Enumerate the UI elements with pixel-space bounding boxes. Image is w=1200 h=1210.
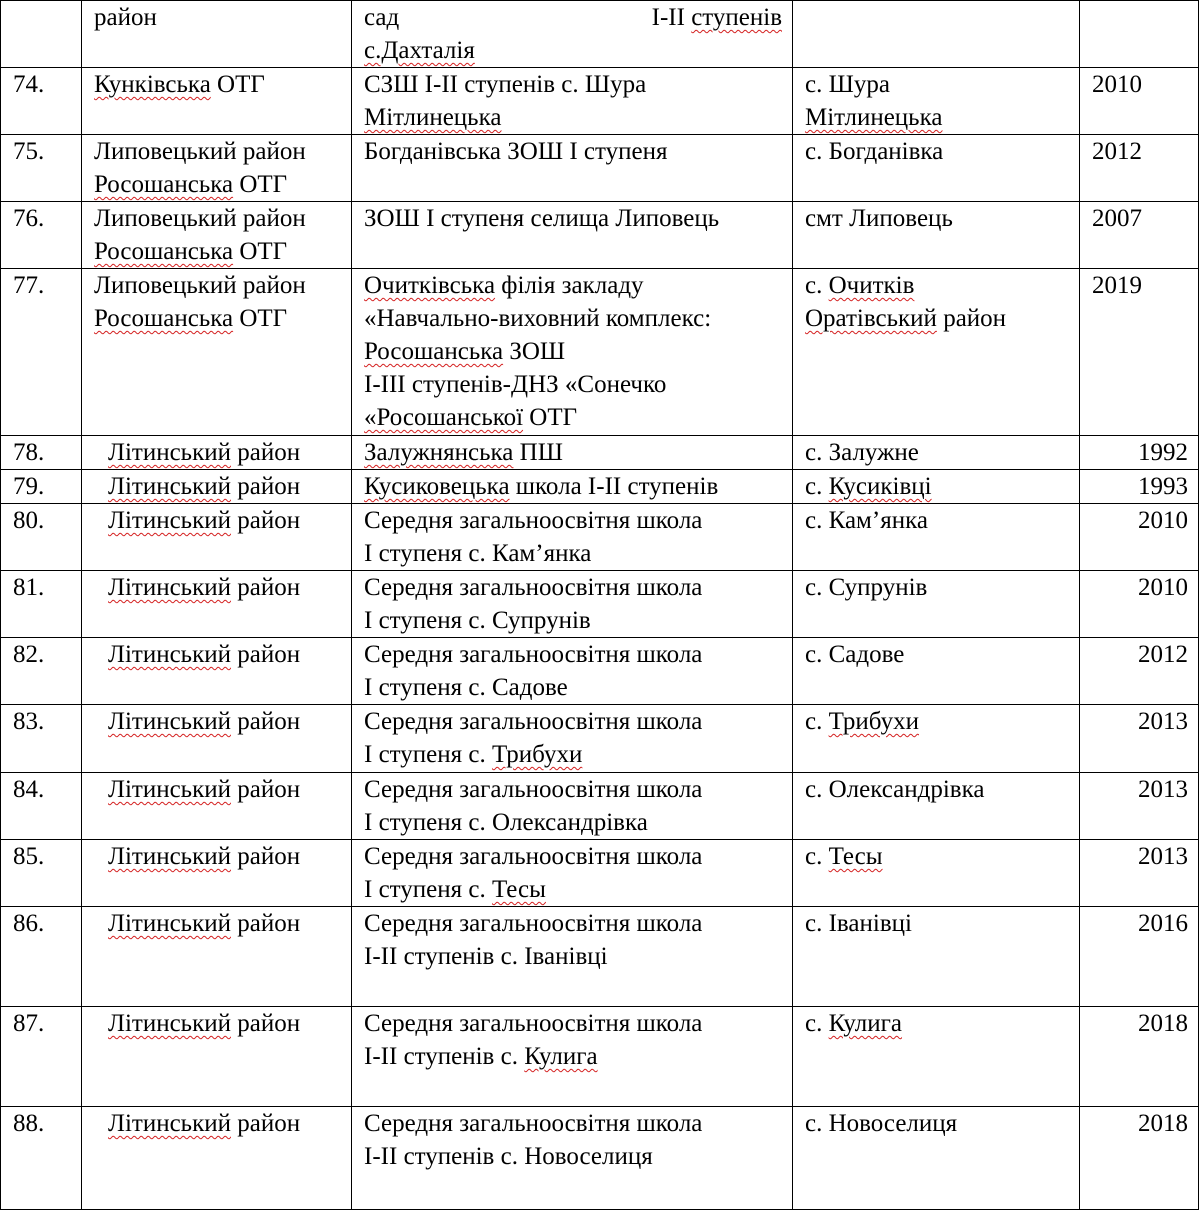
cell-district: [82, 638, 352, 705]
cell-number: 86.: [1, 907, 82, 1007]
district-line: Липовецький район: [94, 272, 306, 299]
table-row: [1, 202, 1199, 269]
table-row: [1, 907, 1199, 1007]
school-line-left: сад: [364, 4, 400, 31]
district-line: Літинський район: [108, 507, 301, 534]
school-line: Мітлинецька: [364, 104, 502, 131]
district-line: Літинський район: [108, 439, 301, 466]
cell-year: 2007: [1080, 202, 1199, 269]
cell-school: [352, 202, 793, 269]
district-line: Липовецький район: [94, 205, 306, 232]
cell-year: 2012: [1080, 638, 1199, 705]
cell-year: 2010: [1080, 571, 1199, 638]
cell-village: [793, 504, 1080, 571]
school-line: І ступеня с. Олександрівка: [364, 809, 648, 836]
village-line: с. Супрунів: [805, 574, 928, 601]
table-row: [1, 571, 1199, 638]
table-row: [1, 68, 1199, 135]
school-line: Росошанська ЗОШ: [364, 338, 566, 365]
cell-district: [82, 705, 352, 773]
school-line: І ступеня с. Садове: [364, 674, 568, 701]
cell-school: [352, 436, 793, 470]
village-line: Оратівський район: [805, 305, 1007, 332]
village-line: с. Новоселиця: [805, 1110, 958, 1137]
cell-year: 2010: [1080, 504, 1199, 571]
cell-year: 2013: [1080, 773, 1199, 840]
cell-school: [352, 135, 793, 202]
school-line: І-ІІ ступенів с. Кулига: [364, 1043, 598, 1070]
table-row: [1, 135, 1199, 202]
cell-village: [793, 773, 1080, 840]
village-line: с. Трибухи: [805, 708, 919, 735]
village-line: с. Шура: [805, 71, 890, 98]
school-line: Середня загальноосвітня школа: [364, 708, 703, 735]
school-line: Середня загальноосвітня школа: [364, 1110, 703, 1137]
table-row: [1, 773, 1199, 840]
cell-year: [1080, 1, 1199, 68]
table-row: [1, 1107, 1199, 1210]
school-line: Кусиковецька школа І-ІІ ступенів: [364, 473, 719, 500]
cell-year: 2018: [1080, 1007, 1199, 1107]
school-line: І ступеня с. Трибухи: [364, 741, 583, 768]
school-line: Середня загальноосвітня школа: [364, 910, 703, 937]
village-line: с. Садове: [805, 641, 905, 668]
cell-school: [352, 504, 793, 571]
cell-number: 78.: [1, 436, 82, 470]
village-line: с. Кусиківці: [805, 473, 932, 500]
school-line: І ступеня с. Кам’янка: [364, 540, 592, 567]
school-line: І ступеня с. Тесы: [364, 876, 546, 903]
cell-school: [352, 638, 793, 705]
school-line: І ступеня с. Супрунів: [364, 607, 591, 634]
cell-number: 82.: [1, 638, 82, 705]
school-line: Богданівська ЗОШ І ступеня: [364, 138, 668, 165]
cell-village: [793, 202, 1080, 269]
district-line: Літинський район: [108, 1010, 301, 1037]
school-line: Середня загальноосвітня школа: [364, 843, 703, 870]
district-line: Літинський район: [108, 910, 301, 937]
cell-district: [82, 773, 352, 840]
table-row: [1, 436, 1199, 470]
cell-district: [82, 571, 352, 638]
cell-village: [793, 1107, 1080, 1210]
school-line: Очитківська філія закладу: [364, 272, 644, 299]
cell-district: [82, 135, 352, 202]
cell-village: [793, 840, 1080, 907]
cell-district: [82, 1, 352, 68]
cell-year: 1992: [1080, 436, 1199, 470]
cell-village: [793, 269, 1080, 436]
cell-village: [793, 571, 1080, 638]
school-line: Середня загальноосвітня школа: [364, 507, 703, 534]
cell-village: [793, 907, 1080, 1007]
cell-village: [793, 638, 1080, 705]
cell-district: [82, 1007, 352, 1107]
cell-school: [352, 705, 793, 773]
school-line: «Росошанської ОТГ: [364, 404, 578, 431]
village-line: с. Тесы: [805, 843, 883, 870]
school-line: Середня загальноосвітня школа: [364, 574, 703, 601]
district-line: Липовецький район: [94, 138, 306, 165]
table-row: [1, 504, 1199, 571]
district-line: Літинський район: [108, 1110, 301, 1137]
school-line: ЗОШ І ступеня селища Липовець: [364, 205, 720, 232]
cell-village: [793, 705, 1080, 773]
school-line: І-ІІ ступенів с. Іванівці: [364, 943, 608, 970]
cell-year: 2019: [1080, 269, 1199, 436]
cell-village: [793, 135, 1080, 202]
cell-number: 84.: [1, 773, 82, 840]
table-row: [1, 840, 1199, 907]
cell-district: [82, 1107, 352, 1210]
cell-number: 83.: [1, 705, 82, 773]
village-line: с. Залужне: [805, 439, 919, 466]
school-line: Середня загальноосвітня школа: [364, 776, 703, 803]
cell-district: [82, 436, 352, 470]
cell-school: [352, 1007, 793, 1107]
school-line: с.Дахталія: [364, 37, 475, 64]
district-line: Росошанська ОТГ: [94, 238, 288, 265]
cell-number: 85.: [1, 840, 82, 907]
cell-number: 74.: [1, 68, 82, 135]
cell-school: [352, 571, 793, 638]
cell-district: [82, 907, 352, 1007]
cell-year: 2010: [1080, 68, 1199, 135]
school-line: [364, 1, 782, 34]
village-line: с. Кулига: [805, 1010, 903, 1037]
district-line: Кунківська ОТГ: [94, 71, 265, 98]
cell-school: [352, 840, 793, 907]
cell-school: [352, 68, 793, 135]
village-line: Мітлинецька: [805, 104, 943, 131]
cell-district: [82, 269, 352, 436]
table-row: [1, 1007, 1199, 1107]
cell-year: 2018: [1080, 1107, 1199, 1210]
cell-school: [352, 1, 793, 68]
cell-school: [352, 269, 793, 436]
cell-year: 2013: [1080, 840, 1199, 907]
cell-year: 1993: [1080, 470, 1199, 504]
cell-village: [793, 68, 1080, 135]
school-line: Залужнянська ПШ: [364, 439, 563, 466]
cell-number: 76.: [1, 202, 82, 269]
district-line: район: [94, 4, 157, 31]
village-line: с. Богданівка: [805, 138, 944, 165]
district-line: Літинський район: [108, 708, 301, 735]
cell-number: 81.: [1, 571, 82, 638]
school-line: І-ІІ ступенів с. Новоселиця: [364, 1143, 653, 1170]
table-row: [1, 470, 1199, 504]
cell-district: [82, 68, 352, 135]
district-line: Літинський район: [108, 641, 301, 668]
village-line: с. Олександрівка: [805, 776, 985, 803]
cell-number: 88.: [1, 1107, 82, 1210]
district-line: Літинський район: [108, 574, 301, 601]
cell-school: [352, 1107, 793, 1210]
cell-village: [793, 436, 1080, 470]
cell-district: [82, 470, 352, 504]
school-line-right: І-ІІ ступенів: [651, 4, 782, 31]
school-line: Середня загальноосвітня школа: [364, 1010, 703, 1037]
village-line: с. Іванівці: [805, 910, 912, 937]
cell-number: 79.: [1, 470, 82, 504]
cell-year: 2012: [1080, 135, 1199, 202]
cell-village: [793, 1, 1080, 68]
cell-number: 75.: [1, 135, 82, 202]
cell-school: [352, 907, 793, 1007]
cell-year: 2013: [1080, 705, 1199, 773]
cell-school: [352, 470, 793, 504]
cell-district: [82, 504, 352, 571]
table-row-continued: [1, 1, 1199, 68]
school-line: Середня загальноосвітня школа: [364, 641, 703, 668]
district-line: Літинський район: [108, 473, 301, 500]
table-body: [1, 1, 1199, 1210]
village-line: с. Кам’янка: [805, 507, 928, 534]
cell-number: 87.: [1, 1007, 82, 1107]
cell-school: [352, 773, 793, 840]
school-line: «Навчально-виховний комплекс:: [364, 305, 712, 332]
cell-district: [82, 202, 352, 269]
school-line: СЗШ І-ІІ ступенів с. Шура: [364, 71, 647, 98]
cell-village: [793, 1007, 1080, 1107]
table-row: [1, 269, 1199, 436]
district-line: Росошанська ОТГ: [94, 305, 288, 332]
table-row: [1, 638, 1199, 705]
cell-village: [793, 470, 1080, 504]
cell-number: 77.: [1, 269, 82, 436]
table-row: [1, 705, 1199, 773]
cell-district: [82, 840, 352, 907]
district-line: Літинський район: [108, 776, 301, 803]
village-line: с. Очитків: [805, 272, 915, 299]
district-line: Літинський район: [108, 843, 301, 870]
cell-number: [1, 1, 82, 68]
district-line: Росошанська ОТГ: [94, 171, 288, 198]
school-line: І-ІІІ ступенів-ДНЗ «Сонечко: [364, 371, 667, 398]
cell-year: 2016: [1080, 907, 1199, 1007]
village-line: смт Липовець: [805, 205, 953, 232]
cell-number: 80.: [1, 504, 82, 571]
